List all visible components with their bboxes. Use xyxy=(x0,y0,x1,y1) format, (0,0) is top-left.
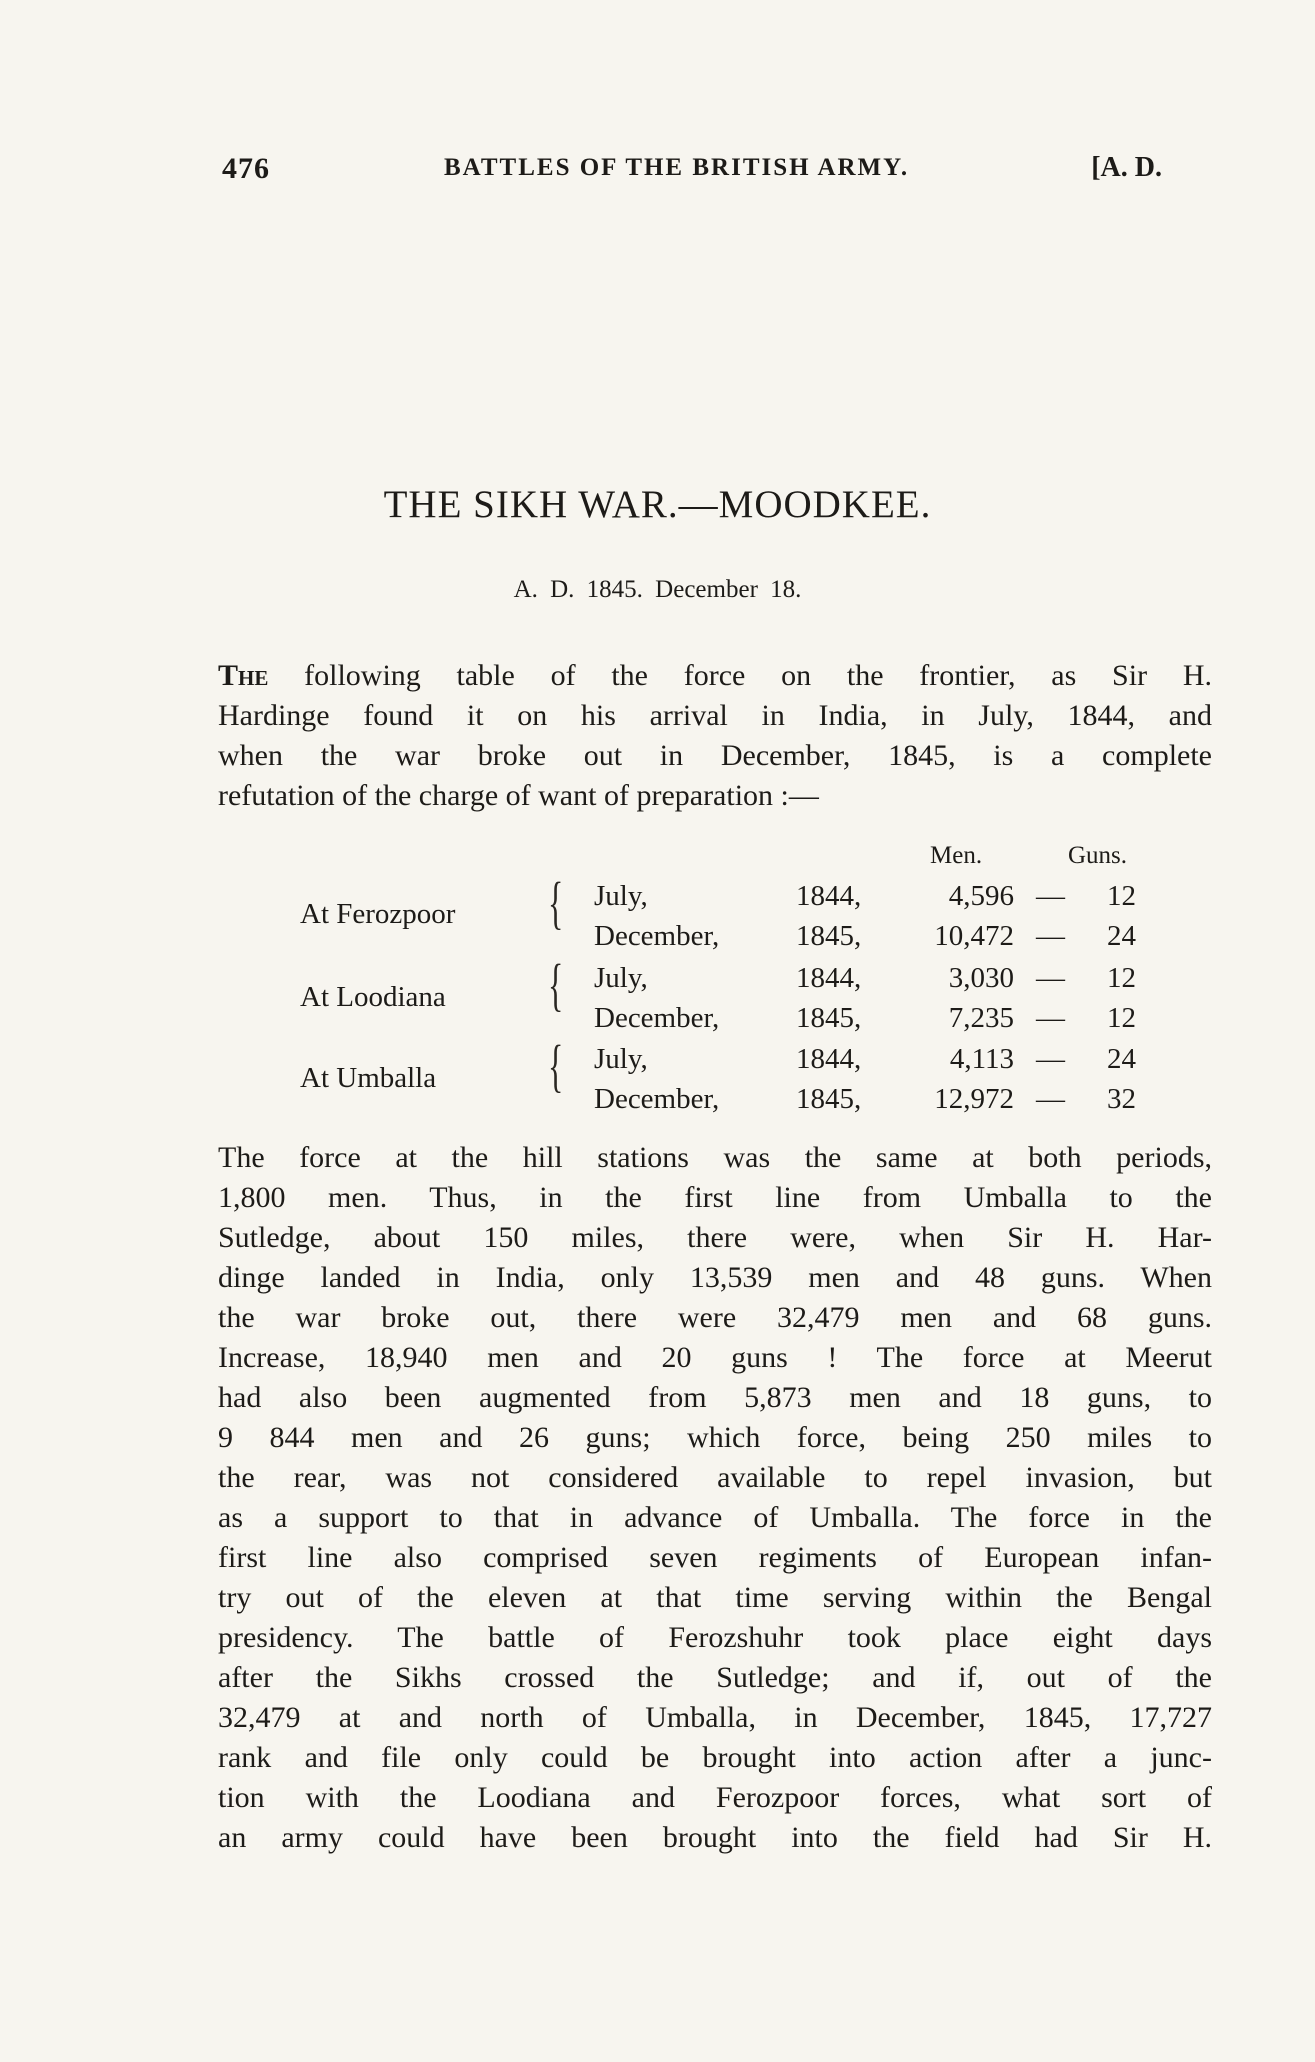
intro-line: refutation of the charge of want of preparation :— xyxy=(218,779,819,812)
body-line: rank and file only could be brought into action after a junc- xyxy=(218,1741,1212,1774)
table-place: At Loodiana xyxy=(300,981,446,1013)
table-guns: 24 xyxy=(1107,1043,1136,1075)
body-line: Sutledge, about 150 miles, there were, when Sir H. Har- xyxy=(218,1221,1212,1254)
body-line: presidency. The battle of Ferozshuhr took place eight days xyxy=(218,1621,1212,1654)
table-month: July, xyxy=(594,962,648,994)
intro-line: Hardinge found it on his arrival in India, in July, 1844, and xyxy=(218,699,1212,732)
table-men: 4,113 xyxy=(949,1043,1014,1075)
body-paragraph xyxy=(218,1138,1212,1858)
table-year: 1844, xyxy=(796,962,862,994)
table-place: At Ferozpoor xyxy=(300,898,456,930)
body-line: try out of the eleven at that time serving within the Bengal xyxy=(218,1581,1212,1614)
intro-line: when the war broke out in December, 1845, is a complete xyxy=(218,739,1212,772)
intro-paragraph xyxy=(218,656,1212,816)
table-year: 1845, xyxy=(796,1083,862,1115)
table-men: 4,596 xyxy=(948,880,1014,912)
table-month: December, xyxy=(594,1083,720,1115)
table-dash: — xyxy=(1036,1083,1065,1115)
intro-line xyxy=(218,656,1212,696)
page-number: 476 xyxy=(222,152,270,185)
chapter-title: THE SIKH WAR.—MOODKEE. xyxy=(383,483,932,526)
brace: { xyxy=(548,1033,564,1098)
body-line: dinge landed in India, only 13,539 men and 48 guns. When xyxy=(218,1261,1212,1294)
table-year: 1845, xyxy=(796,1002,862,1034)
body-line: the war broke out, there were 32,479 men and 68 guns. xyxy=(218,1301,1212,1334)
brace: { xyxy=(548,870,564,935)
table-guns: 24 xyxy=(1107,920,1136,952)
table-men: 3,030 xyxy=(948,962,1014,994)
table-month: July, xyxy=(594,880,648,912)
table-month: December, xyxy=(594,1002,720,1034)
table-month: July, xyxy=(594,1043,648,1075)
body-line: tion with the Loodiana and Ferozpoor forces, what sort of xyxy=(218,1781,1212,1814)
table-dash: — xyxy=(1036,920,1065,952)
brace: { xyxy=(548,952,564,1017)
table-dash: — xyxy=(1036,1043,1065,1075)
body-line: as a support to that in advance of Umballa. The force in the xyxy=(218,1501,1212,1534)
table-guns: 12 xyxy=(1107,880,1136,912)
body-line: 1,800 men. Thus, in the first line from Umballa to the xyxy=(218,1181,1212,1214)
table-dash: — xyxy=(1036,1002,1065,1034)
table-dash: — xyxy=(1036,962,1065,994)
men-column-header: Men. xyxy=(930,842,983,869)
body-line: first line also comprised seven regiments of European infan- xyxy=(218,1541,1212,1574)
body-line: the rear, was not considered available to repel invasion, but xyxy=(218,1461,1212,1494)
table-guns: 12 xyxy=(1107,1002,1136,1034)
table-men: 7,235 xyxy=(948,1002,1014,1034)
table-men: 12,972 xyxy=(934,1083,1014,1115)
table-year: 1845, xyxy=(796,920,862,952)
table-men: 10,472 xyxy=(934,920,1014,952)
table-month: December, xyxy=(594,920,720,952)
date-line: A. D. 1845. December 18. xyxy=(513,576,802,603)
body-line: after the Sikhs crossed the Sutledge; and if, out of the xyxy=(218,1661,1212,1694)
table-dash: — xyxy=(1036,880,1065,912)
body-line: had also been augmented from 5,873 men and 18 guns, to xyxy=(218,1381,1212,1414)
guns-column-header: Guns. xyxy=(1068,842,1128,869)
table-guns: 32 xyxy=(1107,1083,1136,1115)
body-line: 32,479 at and north of Umballa, in December, 1845, 17,727 xyxy=(218,1701,1212,1734)
body-line: an army could have been brought into the field had Sir H. xyxy=(218,1821,1212,1854)
table-place: At Umballa xyxy=(300,1062,437,1094)
table-year: 1844, xyxy=(796,880,862,912)
intro-line-text: following table of the force on the frontier, as Sir H. xyxy=(268,659,1212,692)
running-era: [A. D. xyxy=(1091,152,1162,183)
table-guns: 12 xyxy=(1107,962,1136,994)
intro-lead-word: The xyxy=(218,659,269,692)
body-line: 9 844 men and 26 guns; which force, being 250 miles to xyxy=(218,1421,1212,1454)
body-line: The force at the hill stations was the same at both periods, xyxy=(218,1141,1212,1174)
table-year: 1844, xyxy=(796,1043,862,1075)
running-title: BATTLES OF THE BRITISH ARMY. xyxy=(444,154,910,181)
running-head xyxy=(222,152,1162,192)
body-line: Increase, 18,940 men and 20 guns ! The force at Meerut xyxy=(218,1341,1212,1374)
